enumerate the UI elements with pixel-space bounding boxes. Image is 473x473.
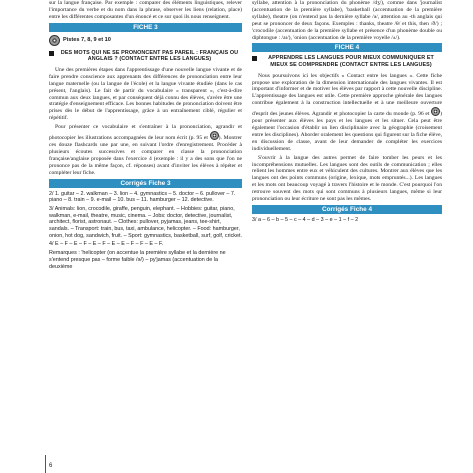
cd-icon: [431, 107, 440, 116]
audio-tracks: [49, 35, 242, 46]
square-bullet-icon: [49, 51, 54, 56]
remarks-continued: syllabe, attention à la prononciation du phonème /dʒ/), comme dans 'journalist (accentuation de la première syllabe), 'basketball (accentuation de la première syllabe), theatre (on n'entend pas la dernière syllabe /ə/, attention au -th anglais qui peut se prononcer de deux façons. Exemples : thanks, theatre /θ/ et this, then /ð/) ; 'crocodile (accentuation de la première syllabe et présence d'un phonème double ou diphtongue : /aɪ/), 'onion (accentuation de la première voyelle /ʌ/).: [252, 0, 442, 41]
fiche-4-banner: FICHE 4: [252, 43, 442, 52]
answer-3: 3/ a – 6 – b – 5 – c – 4 – d – 3 – e – 1 – f – 2: [252, 216, 359, 223]
corriges-fiche-4-banner: Corrigés Fiche 4: [252, 205, 442, 214]
corriges-fiche-3-answers: [49, 191, 242, 271]
fiche-3-heading-text: DES MOTS QUI NE SE PRONONCENT PAS PAREIL : FRANÇAIS OU ANGLAIS ? (CONTACT ENTRE LES LANGUES): [60, 49, 239, 63]
right-column: [252, 0, 442, 226]
fiche-3-section-heading: [49, 50, 242, 63]
fiche-3-paragraph-1: Une des premières étapes dans l'apprentissage d'une nouvelle langue vivante et de faire prendre conscience aux apprenants des différences de prononciation entre leur langue maternelle (ou la langue de l'école) et la langue vivante étudiée (dans le cas présent, l'anglais). Le fait de partir du vocabulaire « transparent », c'est-à-dire commun aux deux langues, et par conséquent déjà connu des élèves, s'avère être une stratégie d'enseignement efficace. Les bonnes habitudes de prononciation doivent être prises dès le début de l'apprentissage, grâce à un entraînement ciblé, régulier et répétitif.: [49, 66, 242, 122]
tracks-label: Pistes 7, 8, 9 et 10: [63, 36, 111, 43]
remarks: Remarques : 'helicopter (on accentue la première syllabe et la dernière ne s'entend presque pas – forme faible /ə/) – py'jamas (accentuation de la deuxième: [49, 250, 226, 270]
paragraph-2-part-a: Pour présenter ce vocabulaire et s'entraîner à la prononciation, agrandir et photocopier les illustrations accompagnées de leur nom écrit (p. 95 et: [49, 124, 242, 142]
page-edge-rule: [45, 455, 46, 473]
fiche-4-paragraph-1-part-a: Nous poursuivons ici les objectifs « Contact entre les langues ». Cette fiche propose une exploration de la dimension internationale des langues vivantes. Il est important d'informer et de motiver les élèves par rapport à cette nouvelle discipline. L'apprentissage des langues est utile. Cette première approche générale des langues contribue également à la construction intellectuelle et à une meilleure ouverture d'esprit des jeunes élèves. Agrandir et photocopier la carte du monde (p. 96 et: [252, 72, 442, 118]
answer-4: 4/ E – F – E – F – E – F – E – E – F – F – E – F.: [49, 241, 164, 248]
fiche-4-paragraph-1: [252, 73, 442, 153]
fiche-3-paragraph-2: [49, 124, 242, 176]
intro-paragraph: sur la langue française. Par exemple : comparer des éléments linguistiques, relever l'importance du verbe et du nom dans la phrase, observer les liens (relation, place) entre les différentes composantes d'un énoncé et ce sur quoi ils nous renseignent.: [49, 0, 242, 20]
answer-2: 2/ 1. guitar – 2. walkman – 3. lion – 4. gymnastics – 5. doctor – 6. pullover – 7. piano – 8. train – 9. e-mail – 10. bus – 11. hamburger – 12. detective.: [49, 190, 236, 204]
paragraph-2-part-b: ). Montrer ces douze flashcards une par une, en suivant l'ordre d'enregistrement. Procéder à plusieurs écoutes successives et comparer en classe la prononciation française/anglaise proposée dans l'exercice 4 (exemple : il y a des sons que l'on ne prononce pas de la même façon, cf. réponses) avant d'inviter les élèves à répéter et compléter leur fiche.: [49, 135, 242, 176]
page-number: 6: [49, 463, 53, 469]
cd-icon: [210, 131, 219, 140]
fiche-4-paragraph-1-part-b: ) pour présenter aux élèves les pays et les langues et les situer. Cela peut être également l'occasion d'établir un lien disciplinaire avec la géographie (croisement entre les disciplines). Aborder oralement les questions qui figurent sur la fiche élève, en discussion de classe, avant de leur demander de compléter les exercices individuellement.: [252, 111, 442, 152]
fiche-4-section-heading: [252, 55, 442, 68]
square-bullet-icon: [252, 56, 257, 61]
fiche-3-banner: FICHE 3: [49, 23, 242, 32]
fiche-4-paragraph-2: S'ouvrir à la langue des autres permet de faire tomber les peurs et les incompréhensions mutuelles. Les langues sont des outils de communication ; elles relient les hommes entre eux et véhiculent des cultures. Montrer aux élèves que les langues ont des points communs (origine, lexique, mots empruntés...). Les langues et les mots ont beaucoup voyagé à travers l'histoire et le monde. C'est pourquoi l'on retrouve souvent des mots qui sont communs à plusieurs langues, même si leur prononciation ou leur écriture ne sont pas les mêmes.: [252, 154, 442, 203]
fiche-4-heading-text: APPRENDRE LES LANGUES POUR MIEUX COMMUNIQUER ET MIEUX SE COMPRENDRE (CONTACT ENTRE LES LANGUES): [268, 55, 434, 69]
corriges-fiche-3-banner: Corrigés Fiche 3: [49, 179, 242, 188]
answer-3: 3/ Animals: lion, crocodile, giraffe, penguin, elephant. – Hobbies: guitar, piano, walkman, e-mail, theatre, music, cinema. – Jobs: doctor, detective, journalist, architect, florist, astronaut. – Clothes: pullover, pyjamas, jeans, tee-shirt, sandals. – Transport: train, bus, taxi, ambulance, helicopter. – Food: hamburger, onion, hot dog, sandwich, fruit. – Sport: gymnastics, basketball, surf, golf, cricket.: [49, 205, 242, 239]
cd-icon: [49, 35, 60, 46]
corriges-fiche-4-answers: [252, 217, 442, 224]
left-column: [49, 0, 242, 272]
